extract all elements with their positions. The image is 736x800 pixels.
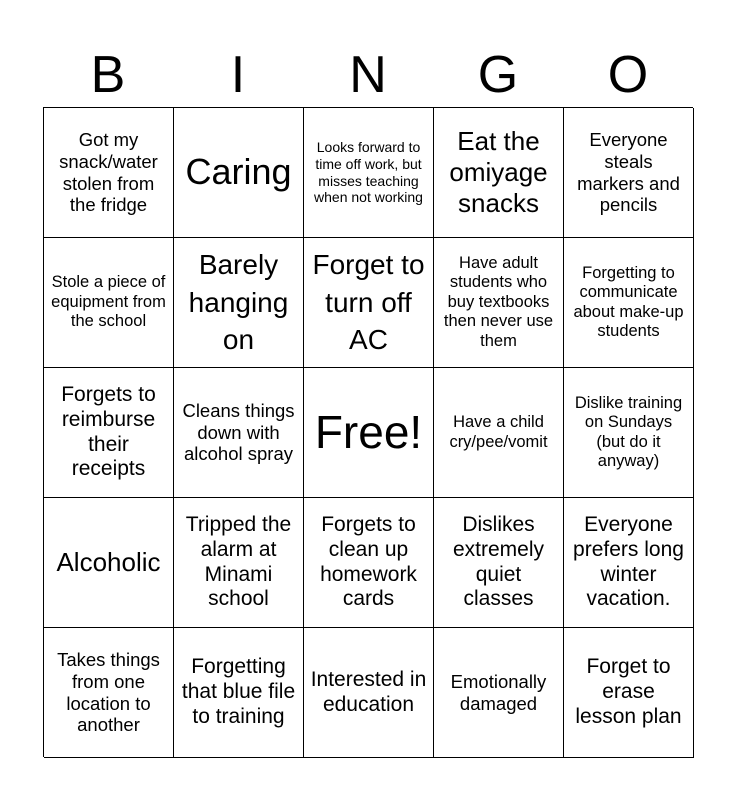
bingo-cell[interactable]: Eat the omiyage snacks bbox=[434, 108, 564, 238]
bingo-cell[interactable]: Everyone prefers long winter vacation. bbox=[564, 498, 694, 628]
free-space[interactable]: Free! bbox=[304, 368, 434, 498]
bingo-cell[interactable]: Looks forward to time off work, but misses teaching when not working bbox=[304, 108, 434, 238]
bingo-cell[interactable]: Takes things from one location to another bbox=[44, 628, 174, 758]
bingo-cell[interactable]: Emotionally damaged bbox=[434, 628, 564, 758]
bingo-cell[interactable]: Caring bbox=[174, 108, 304, 238]
bingo-cell[interactable]: Forgets to reimburse their receipts bbox=[44, 368, 174, 498]
bingo-cell[interactable]: Got my snack/water stolen from the fridge bbox=[44, 108, 174, 238]
header-letter-g: G bbox=[477, 46, 519, 104]
header-letter-n: N bbox=[349, 46, 387, 104]
bingo-cell[interactable]: Barely hanging on bbox=[174, 238, 304, 368]
bingo-board bbox=[43, 107, 693, 757]
bingo-cell[interactable]: Forget to turn off AC bbox=[304, 238, 434, 368]
bingo-cell[interactable]: Have adult students who buy textbooks then never use them bbox=[434, 238, 564, 368]
header-letter-o: O bbox=[607, 46, 649, 104]
bingo-cell[interactable]: Stole a piece of equipment from the school bbox=[44, 238, 174, 368]
bingo-cell[interactable]: Forgets to clean up homework cards bbox=[304, 498, 434, 628]
bingo-cell[interactable]: Have a child cry/pee/vomit bbox=[434, 368, 564, 498]
header-letter-i: I bbox=[230, 46, 246, 104]
bingo-cell[interactable]: Forgetting that blue file to training bbox=[174, 628, 304, 758]
bingo-cell[interactable]: Interested in education bbox=[304, 628, 434, 758]
bingo-cell[interactable]: Dislikes extremely quiet classes bbox=[434, 498, 564, 628]
bingo-cell[interactable]: Tripped the alarm at Minami school bbox=[174, 498, 304, 628]
bingo-cell[interactable]: Everyone steals markers and pencils bbox=[564, 108, 694, 238]
header-letter-b: B bbox=[90, 46, 126, 104]
bingo-cell[interactable]: Dislike training on Sundays (but do it anyway) bbox=[564, 368, 694, 498]
bingo-cell[interactable]: Forgetting to communicate about make-up students bbox=[564, 238, 694, 368]
bingo-header bbox=[43, 42, 693, 108]
bingo-cell[interactable]: Forget to erase lesson plan bbox=[564, 628, 694, 758]
bingo-cell[interactable]: Alcoholic bbox=[44, 498, 174, 628]
bingo-cell[interactable]: Cleans things down with alcohol spray bbox=[174, 368, 304, 498]
